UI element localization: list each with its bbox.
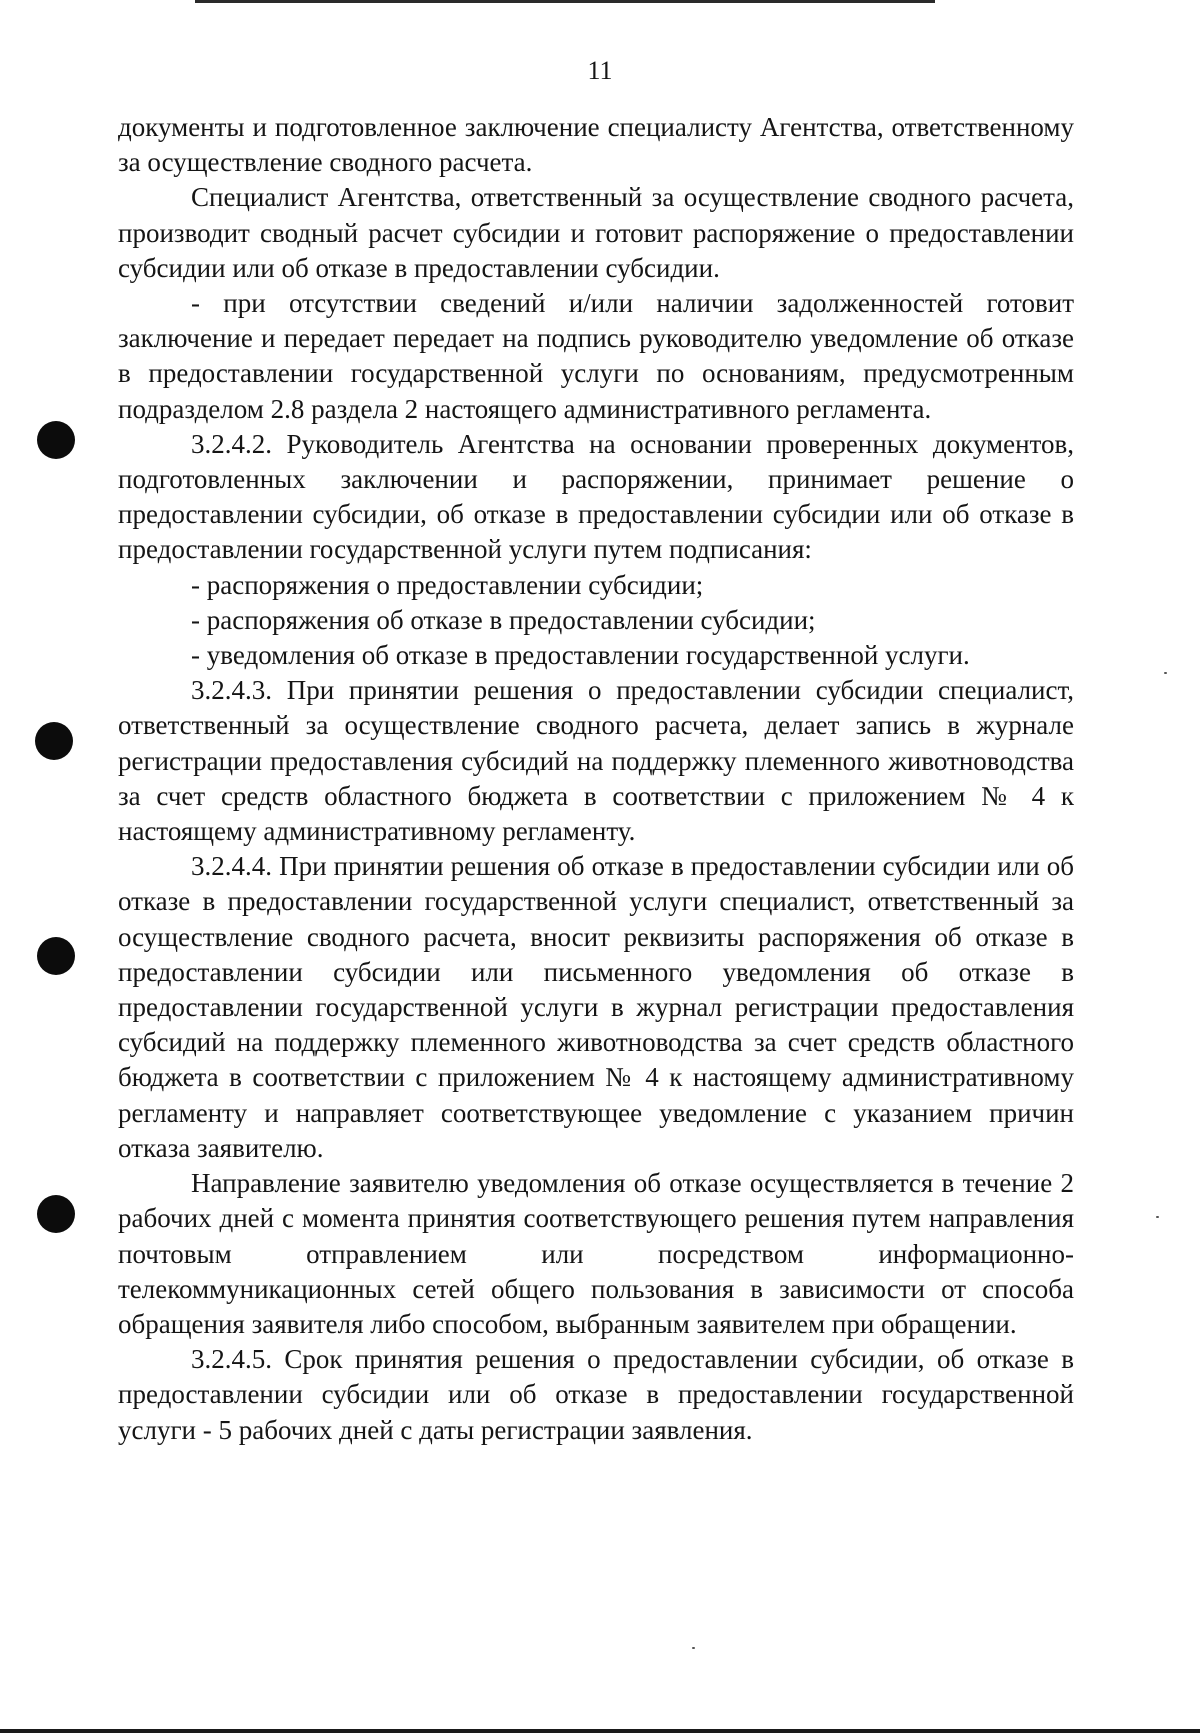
list-item: - распоряжения об отказе в предоставлении субсидии; [191, 604, 816, 635]
document-body [118, 110, 1074, 1448]
paragraph: - при отсутствии сведений и/или наличии задолженностей готовит заключение и передает передает на подпись руководителю уведомление об отказе в предоставлении государственной услуги по основаниям, предусмотренным подразделом 2.8 раздела 2 настоящего административного регламента. [118, 288, 1074, 424]
paragraph: 3.2.4.4. При принятии решения об отказе в предоставлении субсидии или об отказе в предоставлении государственной услуги специалист, ответственный за осуществление сводного расчета, вносит реквизиты распоряжения об отказе в предоставлении субсидии или письменного уведомления об отказе в предоставлении государственной услуги в журнал регистрации предоставления субсидий на поддержку племенного животноводства за счет средств областного бюджета в соответствии с приложением № 4 к настоящему административному регламенту и направляет соответствующее уведомление с указанием причин отказа заявителю. [118, 851, 1074, 1163]
paragraph: документы и подготовленное заключение специалисту Агентства, ответственному за осуществление сводного расчета. [118, 112, 1074, 178]
paragraph: 3.2.4.5. Срок принятия решения о предоставлении субсидии, об отказе в предоставлении субсидии или об отказе в предоставлении государственной услуги - 5 рабочих дней с даты регистрации заявления. [118, 1344, 1074, 1445]
scan-speck [1156, 1216, 1159, 1218]
list-item: - уведомления об отказе в предоставлении государственной услуги. [191, 640, 970, 671]
punch-hole-1 [37, 421, 75, 459]
paragraph: 3.2.4.3. При принятии решения о предоставлении субсидии специалист, ответственный за осуществление сводного расчета, делает запись в журнале регистрации предоставления субсидий на поддержку племенного животноводства за счет средств областного бюджета в соответствии с приложением № 4 к настоящему административному регламенту. [118, 675, 1074, 847]
scan-edge-bottom [0, 1729, 1200, 1733]
scan-speck [1164, 672, 1167, 674]
punch-hole-4 [37, 1195, 75, 1233]
scan-speck [692, 1647, 695, 1649]
punch-hole-2 [35, 722, 73, 760]
page-number: 11 [587, 56, 613, 85]
paragraph: Специалист Агентства, ответственный за осуществление сводного расчета, производит сводный расчет субсидии и готовит распоряжение о предоставлении субсидии или об отказе в предоставлении субсидии. [118, 182, 1074, 283]
punch-hole-3 [37, 937, 75, 975]
paragraph: 3.2.4.2. Руководитель Агентства на основании проверенных документов, подготовленных заключении и распоряжении, принимает решение о предоставлении субсидии, об отказе в предоставлении субсидии или об отказе в предоставлении государственной услуги путем подписания: [118, 428, 1074, 565]
scan-edge-top [195, 0, 935, 3]
paragraph: Направление заявителю уведомления об отказе осуществляется в течение 2 рабочих дней с момента принятия соответствующего решения путем направления почтовым отправлением или посредством информационно-телекоммуникационных сетей общего пользования в зависимости от способа обращения заявителя либо способом, выбранным заявителем при обращении. [118, 1168, 1074, 1339]
list-item: - распоряжения о предоставлении субсидии; [191, 569, 704, 600]
